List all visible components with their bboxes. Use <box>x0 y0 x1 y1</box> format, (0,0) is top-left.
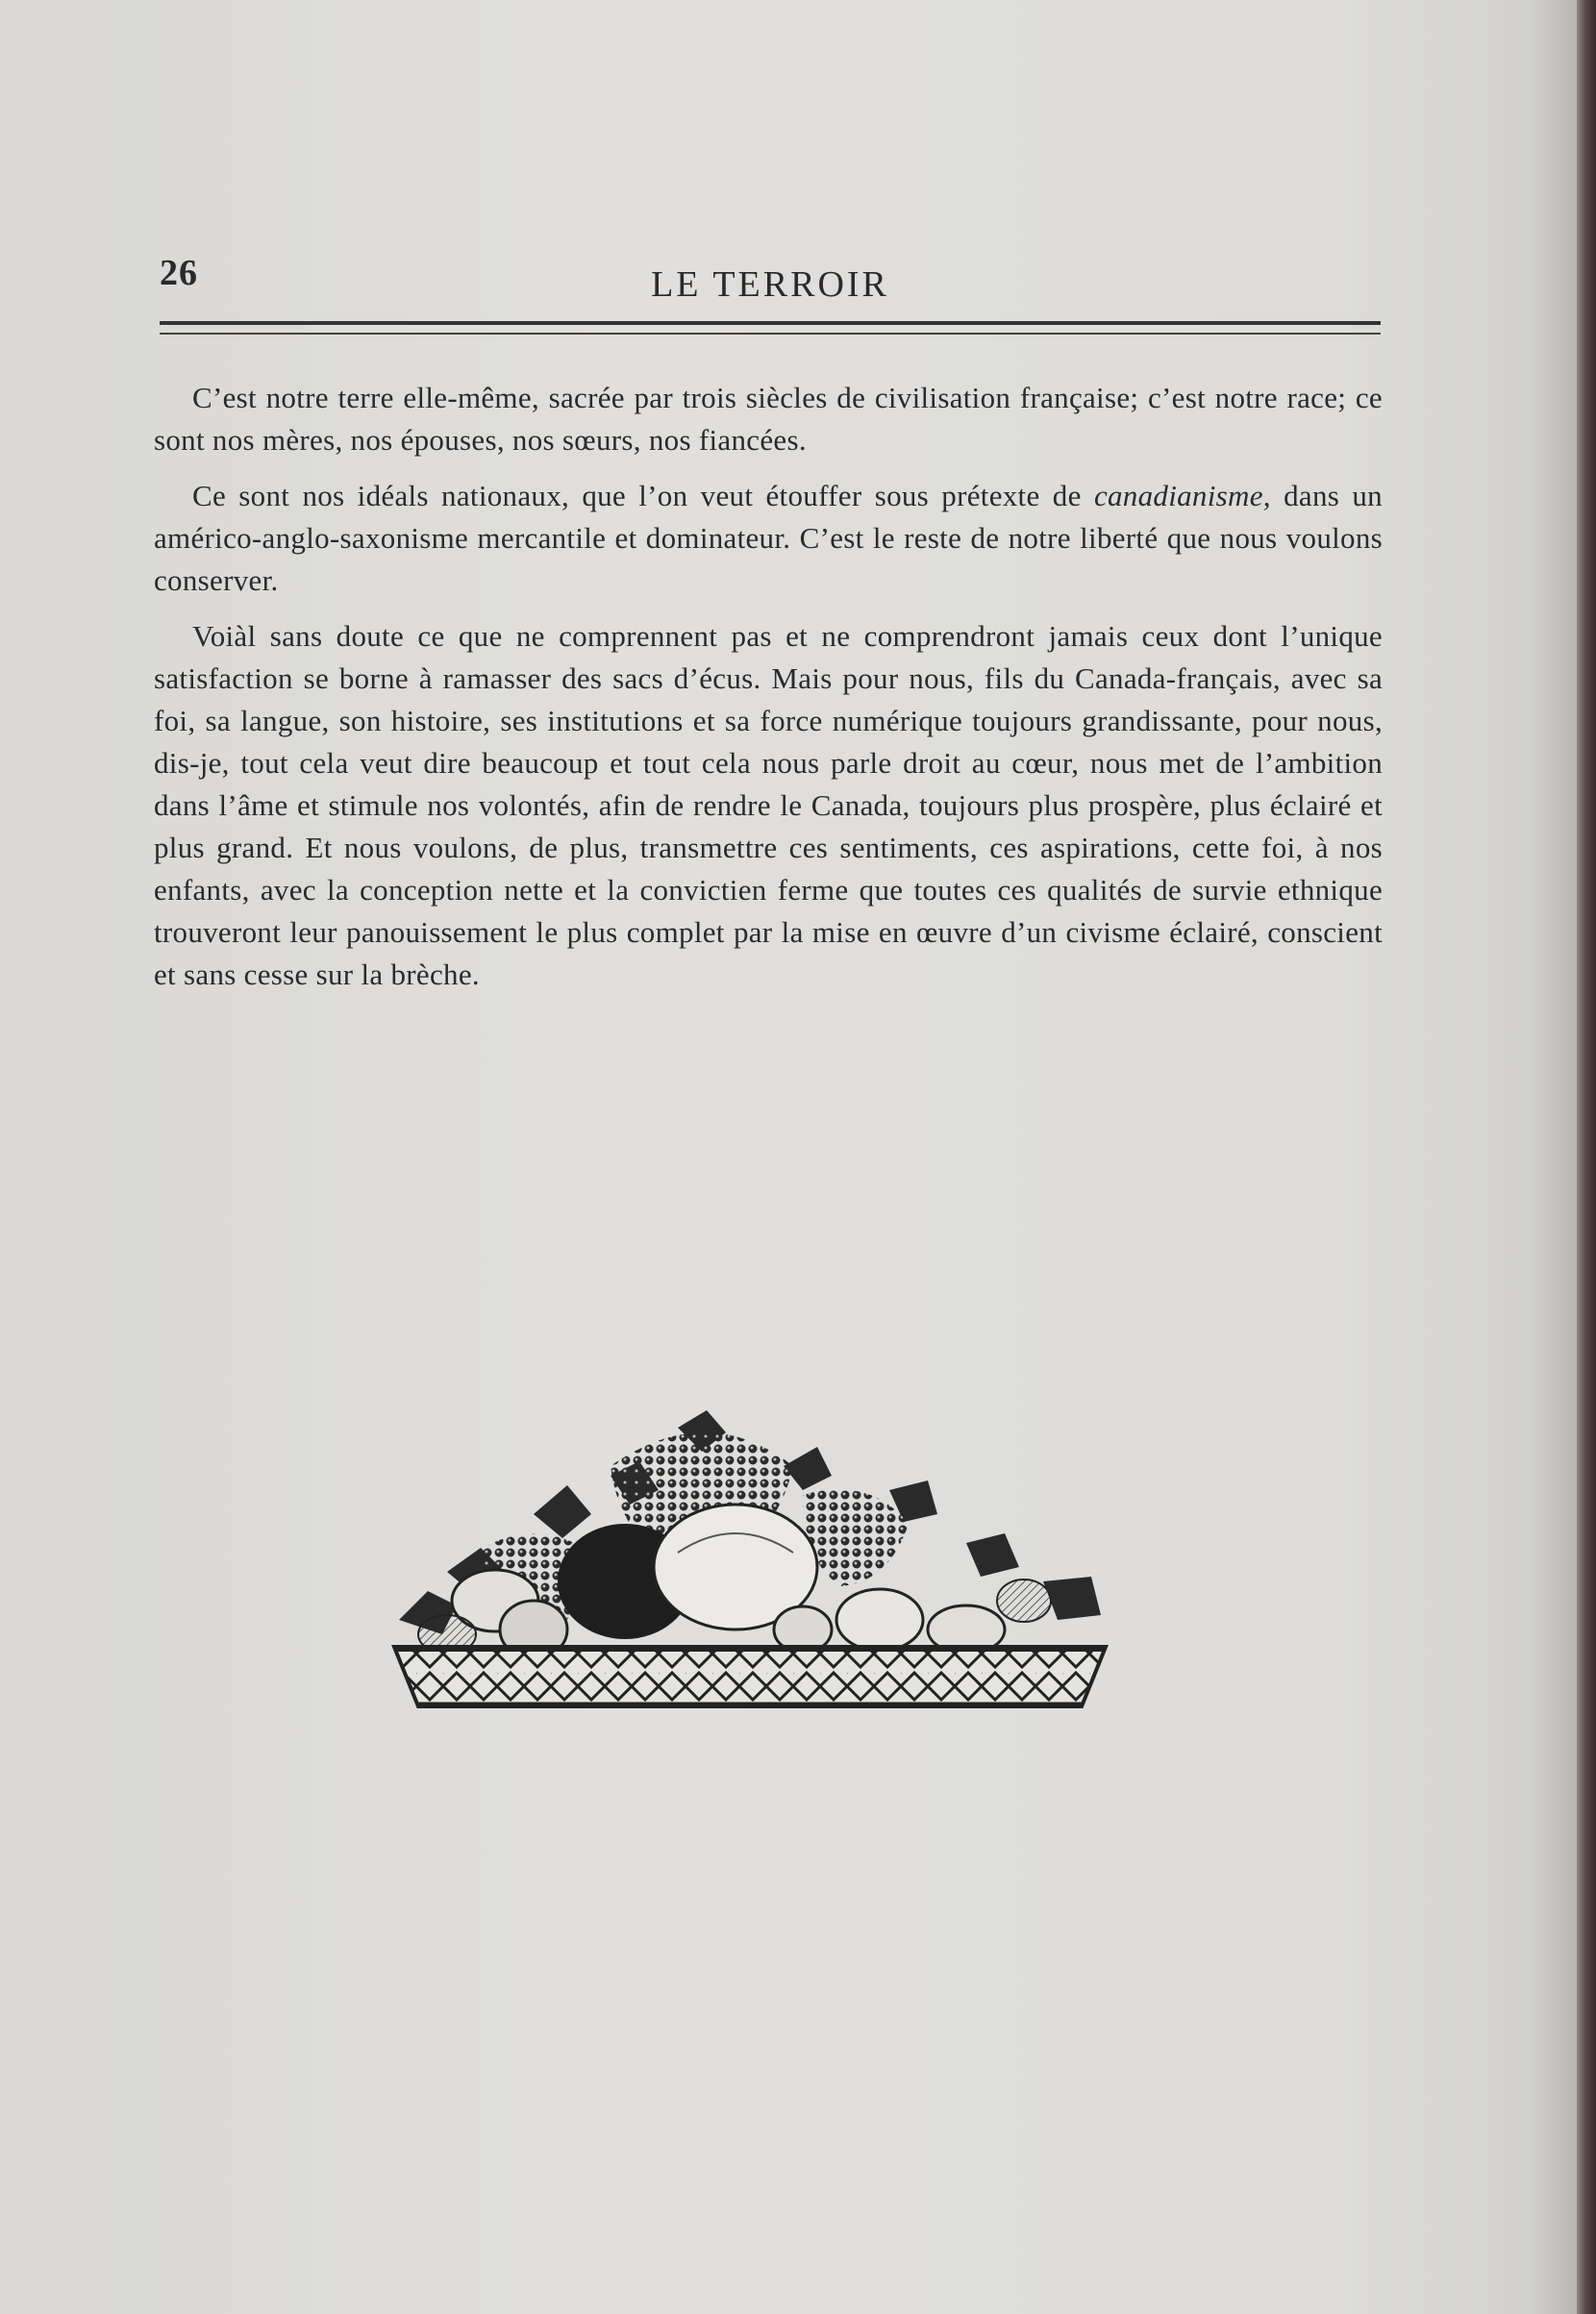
running-title: LE TERROIR <box>651 264 889 305</box>
body-text <box>154 377 1383 1009</box>
header-rule-thin <box>160 333 1381 335</box>
paragraph-2-text-a: Ce sont nos idéals nationaux, que l’on veut étouffer sous prétexte de <box>192 479 1082 512</box>
paragraph-2-italic-term: canadianisme, <box>1093 479 1271 512</box>
running-head <box>160 252 1381 313</box>
paragraph-3: Voiàl sans doute ce que ne comprennent pas et ne comprendront jamais ceux dont l’unique satisfaction se borne à ramasser des sacs d’écus. Mais pour nous, fils du Canada-français, avec sa foi, sa langue, son histoire, ses institutions et sa force numérique toujours grandissante, pour nous, dis-je, tout cela veut dire beaucoup et tout cela nous parle droit au cœur, nous met de l’ambition dans l’âme et stimule nos volontés, afin de rendre le Canada, toujours plus prospère, plus éclairé et plus grand. Et nous voulons, de plus, transmettre ces sentiments, ces aspirations, cette foi, à nos enfants, avec la conception nette et la convictien ferme que toutes ces qualités de survie ethnique trouveront leur panouissement le plus complet par la mise en œuvre d’un civisme éclairé, conscient et sans cesse sur la brèche. <box>154 619 1383 991</box>
header-rule-thick <box>160 321 1381 325</box>
book-binding-edge <box>1577 0 1596 2314</box>
paragraph-2-text-b: dans un américo-anglo-saxonisme mercantile et dominateur. C’est le reste de notre liberté que nous voulons conserver. <box>154 479 1383 597</box>
fruit-basket-vignette-icon <box>389 1408 1110 1726</box>
page-number: 26 <box>160 253 198 293</box>
paragraph-1: C’est notre terre elle-même, sacrée par trois siècles de civilisation française; c’est notre race; ce sont nos mères, nos épouses, nos sœurs, nos fiancées. <box>154 381 1383 457</box>
paragraph-2 <box>154 475 1383 602</box>
